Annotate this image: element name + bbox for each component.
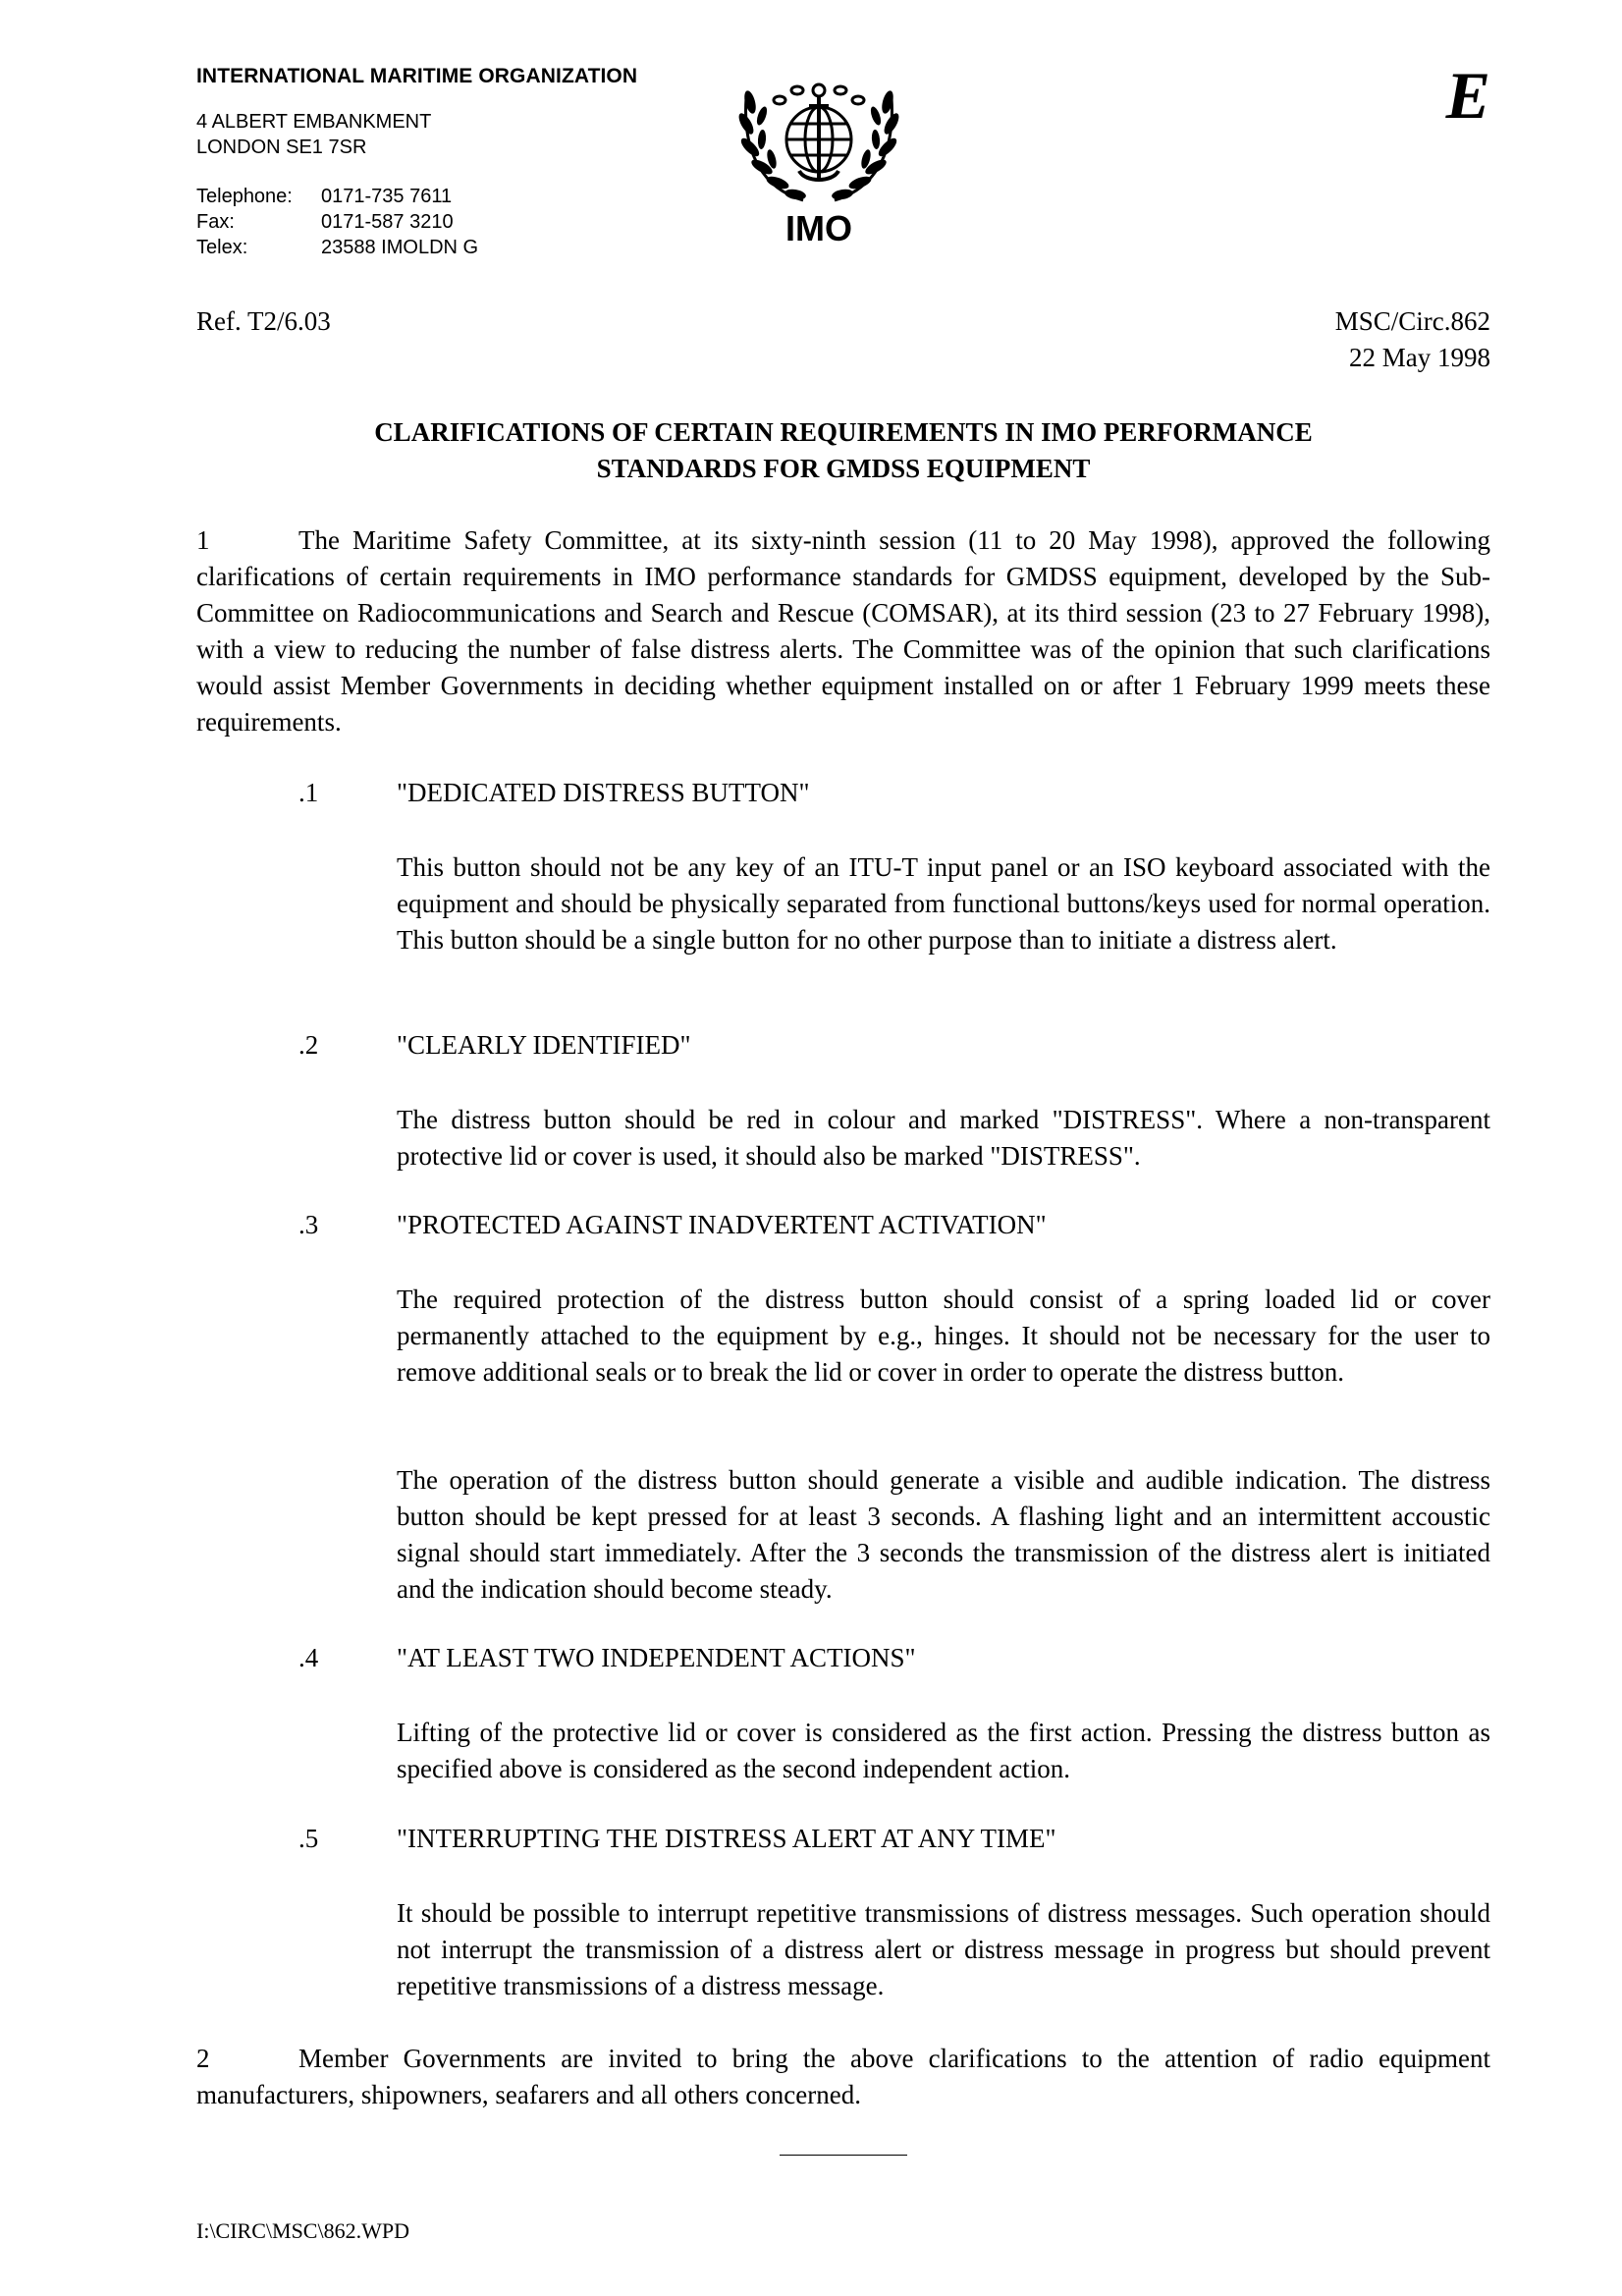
circular-number: MSC/Circ.862 xyxy=(1334,306,1490,336)
item-number: .1 xyxy=(298,778,319,807)
closing-rule xyxy=(780,2155,907,2156)
language-letter: E xyxy=(1445,58,1490,133)
address-line-2: LONDON SE1 7SR xyxy=(196,137,367,158)
telephone-value: 0171-735 7611 xyxy=(321,186,453,207)
organization-name: INTERNATIONAL MARITIME ORGANIZATION xyxy=(196,65,638,87)
item-number: .4 xyxy=(298,1643,319,1672)
item-heading: "CLEARLY IDENTIFIED" xyxy=(397,1030,691,1060)
item-number: .2 xyxy=(298,1030,319,1060)
fax-value: 0171-587 3210 xyxy=(321,211,454,233)
paragraph-2 xyxy=(196,2041,1490,2113)
item-paragraph: Lifting of the protective lid or cover is considered as the first action. Pressing the distress button as specified above is considered as the second independent action. xyxy=(397,1718,1490,1783)
telephone-label: Telephone: xyxy=(196,186,293,207)
reference-number: Ref. T2/6.03 xyxy=(196,306,331,336)
item-paragraph: The distress button should be red in colour and marked "DISTRESS". Where a non-transparent protective lid or cover is used, it should also be marked "DISTRESS". xyxy=(397,1105,1490,1171)
telex-label: Telex: xyxy=(196,237,248,258)
paragraph-1 xyxy=(196,522,1490,740)
telex-value: 23588 IMOLDN G xyxy=(321,237,479,258)
address-line-1: 4 ALBERT EMBANKMENT xyxy=(196,111,432,133)
paragraph-number: 2 xyxy=(196,2044,210,2073)
imo-emblem-icon xyxy=(734,61,903,208)
paragraph-text: The Maritime Safety Committee, at its sixty-ninth session (11 to 20 May 1998), approved the following clarifications of certain requirements in IMO performance standards for GMDSS equipment, developed by the Sub-Committee on Radiocommunications and Search and Rescue (COMSAR), at its third session (23 to 27 February 1998), with a view to reducing the number of false distress alerts. The Committee was of the opinion that such clarifications would assist Member Governments in deciding whether equipment installed on or after 1 February 1999 meets these requirements. xyxy=(196,525,1490,737)
fax-label: Fax: xyxy=(196,211,235,233)
item-paragraph: It should be possible to interrupt repetitive transmissions of distress messages. Such operation should not interrupt the transmission of a distress alert or distress message in progress but should prevent repetitive transmissions of a distress message. xyxy=(397,1898,1490,2000)
item-number: .3 xyxy=(298,1210,319,1239)
item-number: .5 xyxy=(298,1824,319,1853)
item-paragraph: The required protection of the distress button should consist of a spring loaded lid or cover permanently attached to the equipment by e.g., hinges. It should not be necessary for the user to remove additional seals or to break the lid or cover in order to operate the distress button. xyxy=(397,1285,1490,1387)
item-paragraph: This button should not be any key of an ITU-T input panel or an ISO keyboard associated with the equipment and should be physically separated from functional buttons/keys used for normal operation. This button should be a single button for no other purpose than to initiate a distress alert. xyxy=(397,852,1490,955)
item-heading: "INTERRUPTING THE DISTRESS ALERT AT ANY TIME" xyxy=(397,1824,1056,1853)
item-paragraph: The operation of the distress button should generate a visible and audible indication. The distress button should be kept pressed for at least 3 seconds. A flashing light and an intermittent accoustic signal should start immediately. After the 3 seconds the transmission of the distress alert is initiated and the indication should become steady. xyxy=(397,1465,1490,1604)
document-title-line-1: CLARIFICATIONS OF CERTAIN REQUIREMENTS IN IMO PERFORMANCE xyxy=(374,417,1313,447)
paragraph-number: 1 xyxy=(196,525,210,555)
item-heading: "AT LEAST TWO INDEPENDENT ACTIONS" xyxy=(397,1643,916,1672)
item-heading: "DEDICATED DISTRESS BUTTON" xyxy=(397,778,810,807)
document-date: 22 May 1998 xyxy=(1349,343,1490,372)
footer-file-path: I:\CIRC\MSC\862.WPD xyxy=(196,2218,409,2243)
imo-logo-text: IMO xyxy=(785,208,852,248)
item-heading: "PROTECTED AGAINST INADVERTENT ACTIVATION" xyxy=(397,1210,1047,1239)
paragraph-text: Member Governments are invited to bring the above clarifications to the attention of radio equipment manufacturers, shipowners, seafarers and all others concerned. xyxy=(196,2044,1490,2109)
document-title-line-2: STANDARDS FOR GMDSS EQUIPMENT xyxy=(596,454,1091,483)
